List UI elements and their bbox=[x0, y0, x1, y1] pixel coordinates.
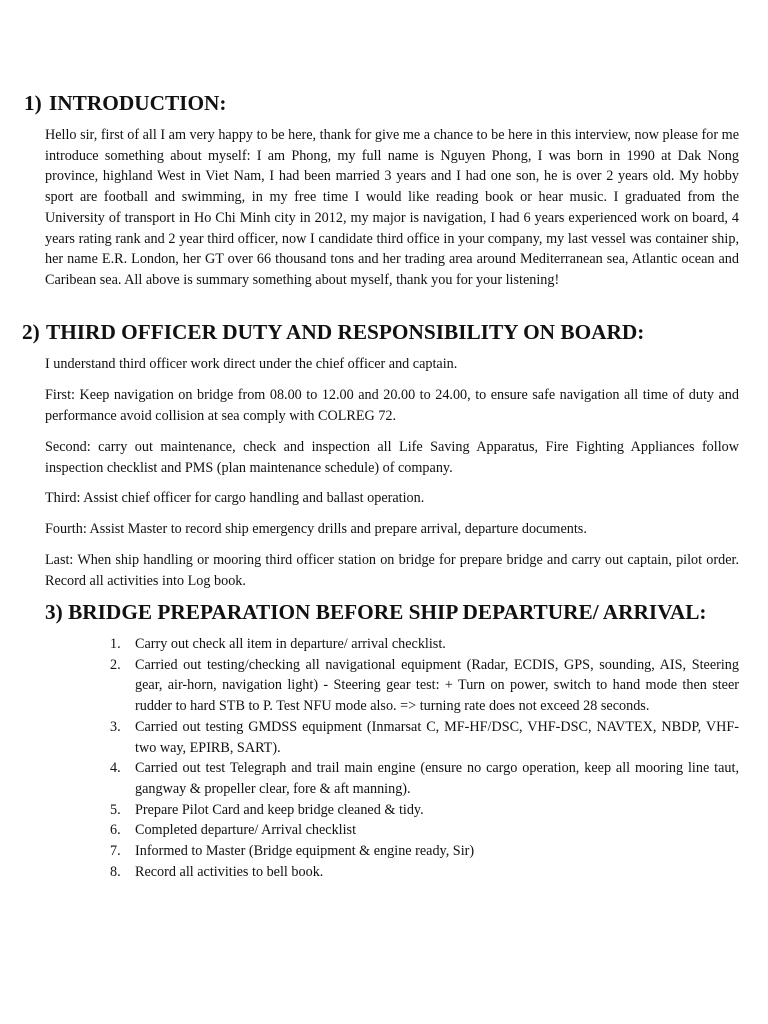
section-2-heading bbox=[22, 322, 644, 343]
list-item-marker: 5. bbox=[110, 801, 121, 818]
list-item bbox=[110, 820, 739, 841]
bridge-preparation-list bbox=[110, 634, 739, 882]
section-1-title: INTRODUCTION: bbox=[49, 91, 227, 115]
section-1-body: Hello sir, first of all I am very happy to be here, thank for give me a chance to be here in this interview, now please for me introduce something about myself: I am Phong, my full name is Nguyen Phong, I was born in 1990 at Dak Nong province, highland West in Viet Nam, I had been married 3 years and I had one son, he is over 2 years old. My hobby sport are football and swimming, in my free time I would like reading book or hear music. I graduated from the University of transport in Ho Chi Minh city in 2012, my major is navigation, I had 6 years experienced work on board, 4 years rating rank and 2 year third officer, now I candidate third office in your company, my last vessel was container ship, her name E.R. London, her GT over 66 thousand tons and her trading area around Mediterranean sea, Atlantic ocean and Caribean sea. All above is summary something about myself, thank you for your listening! bbox=[45, 127, 739, 288]
list-item-marker: 1. bbox=[110, 636, 121, 652]
list-item-marker: 8. bbox=[110, 863, 121, 880]
list-item bbox=[110, 758, 739, 799]
list-item-marker: 7. bbox=[110, 843, 121, 860]
list-item bbox=[110, 634, 739, 655]
list-item bbox=[110, 655, 739, 717]
section-2-paragraph: Fourth: Assist Master to record ship emergency drills and prepare arrival, departure documents. bbox=[45, 521, 587, 537]
list-item-marker: 6. bbox=[110, 822, 121, 839]
section-2-paragraph: First: Keep navigation on bridge from 08.00 to 12.00 and 20.00 to 24.00, to ensure safe navigation all time of duty and performance avoid collision at sea comply with COLREG 72. bbox=[45, 387, 739, 424]
section-2-paragraph: I understand third officer work direct under the chief officer and captain. bbox=[45, 356, 458, 372]
list-item bbox=[110, 841, 739, 862]
section-1-number: 1) bbox=[24, 91, 42, 115]
list-item-marker: 3. bbox=[110, 718, 121, 735]
list-item bbox=[110, 800, 739, 821]
list-item-marker: 4. bbox=[110, 760, 121, 777]
list-item-text: Record all activities to bell book. bbox=[135, 863, 324, 880]
list-item-text: Prepare Pilot Card and keep bridge cleaned & tidy. bbox=[135, 801, 424, 818]
list-item bbox=[110, 717, 739, 758]
section-1-heading bbox=[24, 93, 227, 114]
section-2-title: THIRD OFFICER DUTY AND RESPONSIBILITY ON BOARD: bbox=[46, 320, 645, 344]
section-2-paragraph: Last: When ship handling or mooring third officer station on bridge for prepare bridge and carry out captain, pilot order. Record all activities into Log book. bbox=[45, 552, 739, 589]
list-item bbox=[110, 862, 739, 883]
list-item-text: Completed departure/ Arrival checklist bbox=[135, 822, 357, 839]
list-item-text: Carried out testing GMDSS equipment (Inmarsat C, MF-HF/DSC, VHF-DSC, NAVTEX, NBDP, VHF- two way, EPIRB, SART). bbox=[135, 718, 739, 756]
list-item-text: Informed to Master (Bridge equipment & engine ready, Sir) bbox=[135, 843, 475, 860]
list-item-text: Carry out check all item in departure/ arrival checklist. bbox=[135, 636, 446, 652]
section-2-paragraph: Third: Assist chief officer for cargo handling and ballast operation. bbox=[45, 490, 425, 506]
list-item-text: Carried out testing/checking all navigational equipment (Radar, ECDIS, GPS, sounding, AIS, Steering gear, air-horn, navigation light) - Steering gear test: + Turn on power, switch to hand mode then steer rudder to hard STB to P. Test NFU mode also. => turning rate does not exceed 28 seconds. bbox=[135, 656, 739, 715]
section-3-title: 3) BRIDGE PREPARATION BEFORE SHIP DEPARTURE/ ARRIVAL: bbox=[45, 600, 707, 624]
section-2-paragraph: Second: carry out maintenance, check and inspection all Life Saving Apparatus, Fire Fighting Appliances follow inspection checklist and PMS (plan maintenance schedule) of company. bbox=[45, 439, 739, 476]
list-item-text: Carried out test Telegraph and trail main engine (ensure no cargo operation, keep all mooring line taut, gangway & propeller clear, fore & aft manning). bbox=[135, 760, 739, 797]
section-3-heading bbox=[45, 602, 707, 623]
section-2-number: 2) bbox=[22, 320, 40, 344]
list-item-marker: 2. bbox=[110, 656, 121, 673]
